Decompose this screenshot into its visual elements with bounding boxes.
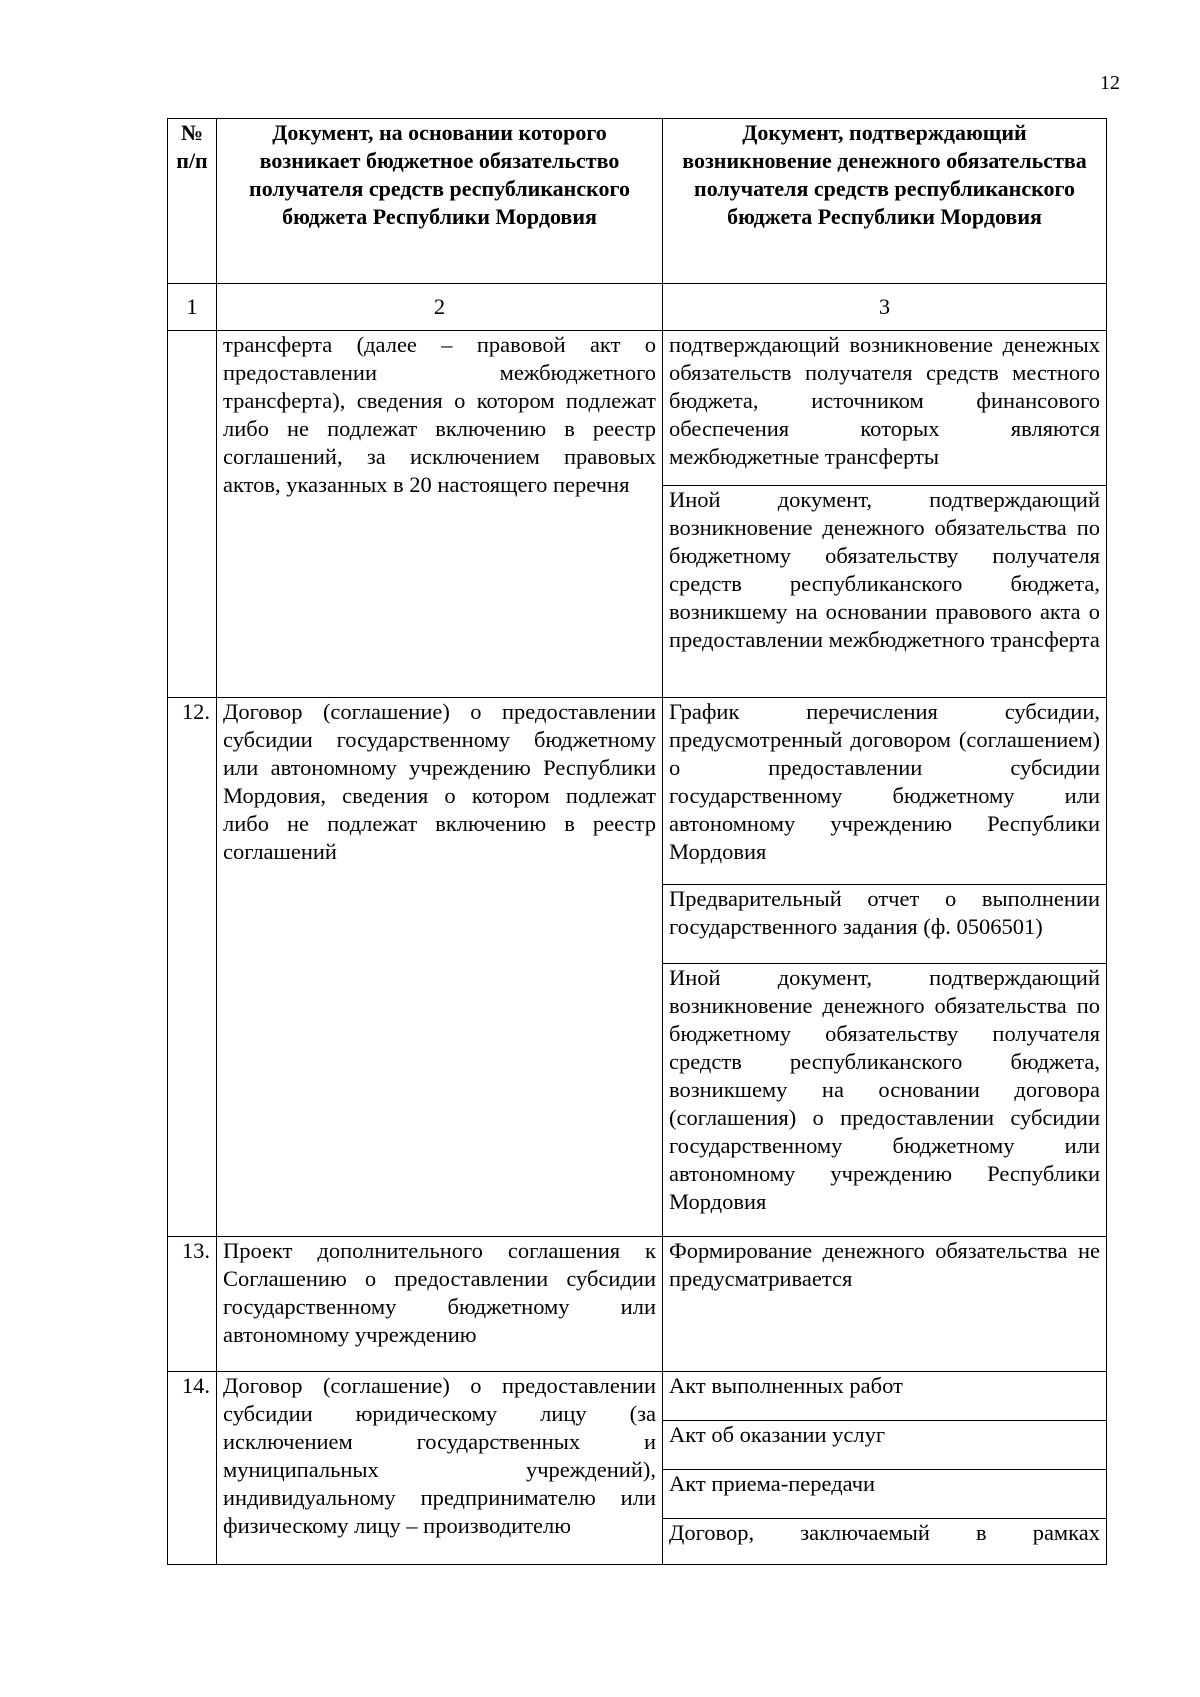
- page-number: 12: [1100, 72, 1120, 94]
- table-row: [168, 331, 1107, 486]
- column-number: 1: [168, 284, 217, 331]
- header-number: № п/п: [168, 119, 217, 284]
- basis-document: Проект дополнительного соглашения к Соглашению о предоставлении субсидии государственному бюджетному или автономному учреждению: [217, 1237, 663, 1372]
- confirming-document: Акт приема-передачи: [663, 1470, 1107, 1519]
- confirming-document: Предварительный отчет о выполнении государственного задания (ф. 0506501): [663, 885, 1107, 964]
- column-number: 3: [663, 284, 1107, 331]
- basis-document: Договор (соглашение) о предоставлении субсидии государственному бюджетному или автономному учреждению Республики Мордовия, сведения о котором подлежат либо не подлежат включению в реестр соглашений: [217, 698, 663, 1237]
- table-header-row: [168, 119, 1107, 284]
- header-confirming-document: Документ, подтверждающий возникновение денежного обязательства получателя средств республиканского бюджета Республики Мордовия: [663, 119, 1107, 284]
- confirming-document: подтверждающий возникновение денежных обязательств получателя средств местного бюджета, источником финансового обеспечения которых являются межбюджетные трансферты: [663, 331, 1107, 486]
- table-row: [168, 698, 1107, 885]
- confirming-document: Иной документ, подтверждающий возникновение денежного обязательства по бюджетному обязательству получателя средств республиканского бюджета, возникшему на основании правового акта о предоставлении межбюджетного трансферта: [663, 486, 1107, 698]
- confirming-document: Договор, заключаемый в рамках: [663, 1519, 1107, 1565]
- header-basis-document: Документ, на основании которого возникает бюджетное обязательство получателя средств республиканского бюджета Республики Мордовия: [217, 119, 663, 284]
- table-row: [168, 1372, 1107, 1421]
- row-number: 13.: [168, 1237, 217, 1372]
- confirming-document: Акт об оказании услуг: [663, 1421, 1107, 1470]
- table-row: [168, 1237, 1107, 1372]
- column-numbers-row: [168, 284, 1107, 331]
- column-number: 2: [217, 284, 663, 331]
- row-number: 14.: [168, 1372, 217, 1565]
- confirming-document: Акт выполненных работ: [663, 1372, 1107, 1421]
- confirming-document: Иной документ, подтверждающий возникновение денежного обязательства по бюджетному обязательству получателя средств республиканского бюджета, возникшему на основании договора (соглашения) о предоставлении субсидии государственному бюджетному или автономному учреждению Республики Мордовия: [663, 964, 1107, 1237]
- row-number: [168, 331, 217, 698]
- row-number: 12.: [168, 698, 217, 1237]
- confirming-document: График перечисления субсидии, предусмотренный договором (соглашением) о предоставлении субсидии государственному бюджетному или автономному учреждению Республики Мордовия: [663, 698, 1107, 885]
- basis-document: Договор (соглашение) о предоставлении субсидии юридическому лицу (за исключением государственных и муниципальных учреждений), индивидуальному предпринимателю или физическому лицу – производителю: [217, 1372, 663, 1565]
- basis-document: трансферта (далее – правовой акт о предоставлении межбюджетного трансферта), сведения о котором подлежат либо не подлежат включению в реестр соглашений, за исключением правовых актов, указанных в 20 настоящего перечня: [217, 331, 663, 698]
- confirming-document: Формирование денежного обязательства не предусматривается: [663, 1237, 1107, 1372]
- documents-table: [167, 118, 1107, 1565]
